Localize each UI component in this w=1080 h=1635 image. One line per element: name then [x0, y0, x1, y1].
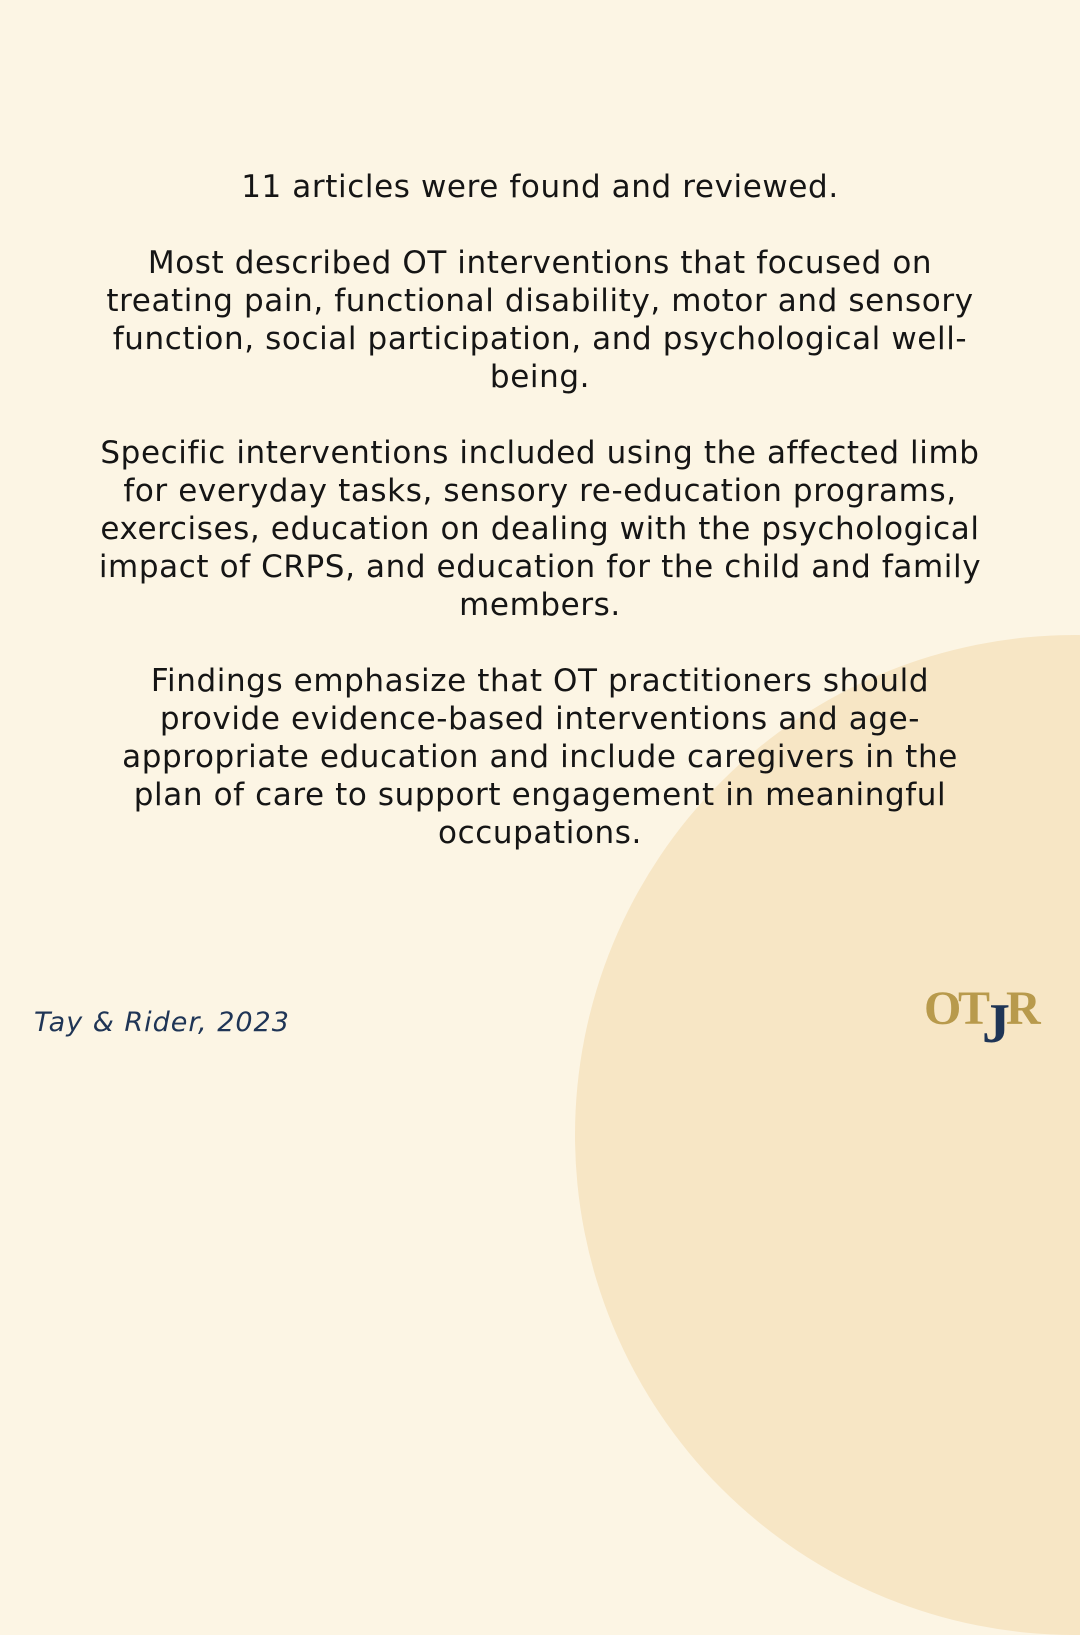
svg-text:J: J	[982, 993, 1010, 1055]
paragraph-specific-interventions: Specific interventions included using the affected limb for everyday tasks, sensory re-education programs, exercises, education on dealing with the psychological impact of CRPS, and education for the child and family members.	[98, 435, 982, 623]
citation: Tay & Rider, 2023	[34, 1007, 290, 1038]
paragraph-interventions-focus: Most described OT interventions that focused on treating pain, functional disability, motor and sensory function, social participation, and psychological well-being.	[106, 245, 974, 395]
svg-text:R: R	[1006, 982, 1041, 1035]
otjr-logo-icon	[924, 980, 1050, 1060]
svg-text:T: T	[958, 982, 991, 1035]
paragraph-findings: Findings emphasize that OT practitioners should provide evidence-based interventions and age-appropriate education and include caregivers in the plan of care to support engagement in meaningful occupations.	[122, 663, 958, 851]
summary-text	[90, 168, 990, 852]
svg-text:O: O	[924, 982, 962, 1035]
paragraph-articles-found: 11 articles were found and reviewed.	[241, 169, 839, 205]
